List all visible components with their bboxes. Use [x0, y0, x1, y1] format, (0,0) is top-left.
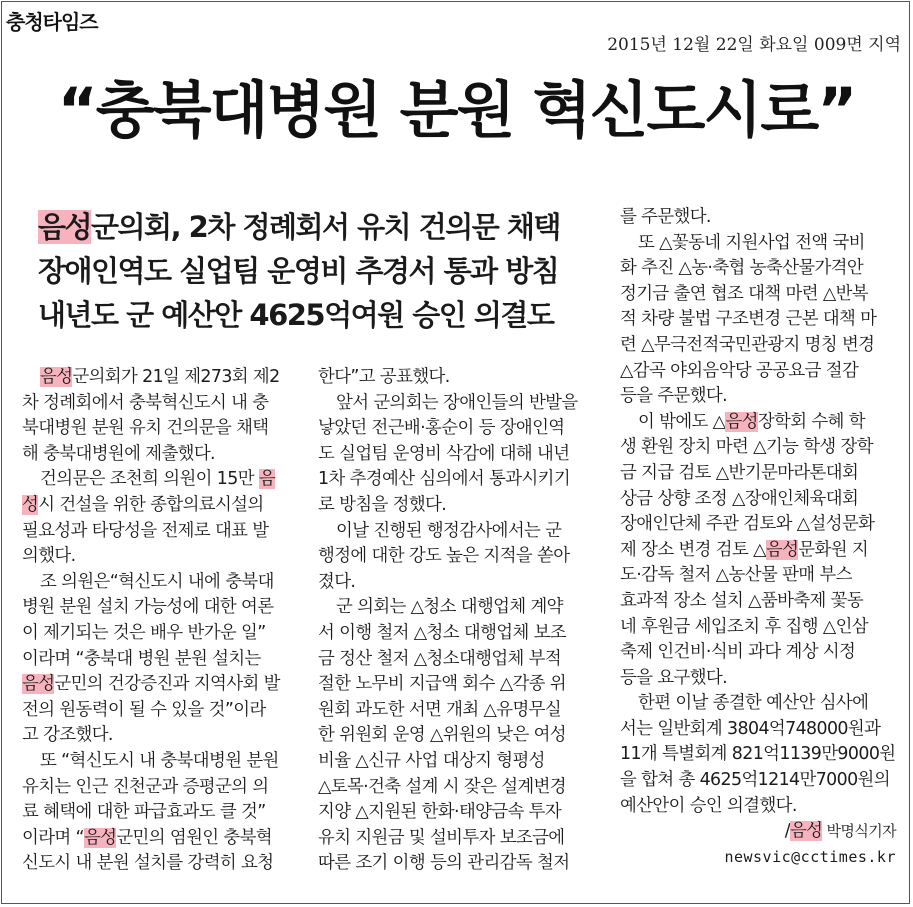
text-line: 효과적 장소 설치 △품바축제 꽃동 [620, 590, 864, 611]
subheadline-1: 음성군의회, 2차 정례회서 유치 건의문 채택 [38, 210, 560, 244]
text-line: 등을 요구했다. [620, 667, 728, 688]
text-line: 을 합쳐 총 4625억1214만7000원의 [620, 770, 890, 791]
text-line: 등을 주문했다. [620, 386, 728, 407]
text-line: 따른 조기 이행 등의 관리감독 철저 [318, 853, 570, 874]
text-line: 조 의원은“혁신도시 내에 충북대 [40, 571, 274, 592]
text-line: 서는 일반회계 3804억748000원과 [620, 718, 881, 739]
text-line: 차 정례회에서 충북혁신도시 내 충 [22, 392, 269, 413]
text-line: 또 “혁신도시 내 충북대병원 분원 [40, 750, 279, 771]
text-line: 앞서 군의회는 장애인들의 반발을 [336, 392, 578, 413]
text-line: 예산안이 승인 의결했다. [620, 795, 797, 816]
text-line: 적 차량 불법 구조변경 근본 대책 마 [620, 309, 877, 330]
dateline: 2015년 12월 22일 화요일 009면 지역 [607, 35, 901, 55]
text-line: 제 장소 변경 검토 △음성문화원 지 [620, 539, 869, 560]
text-line: 음성군의회가 21일 제273회 제2 [40, 367, 280, 387]
text-line: 병원 분원 설치 가능성에 대한 여론 [22, 597, 274, 618]
newspaper-logo: 충청타임즈 [6, 10, 98, 34]
text-line: 도·감독 철저 △농산물 판매 부스 [620, 565, 852, 586]
subheadline-3: 내년도 군 예산안 4625억여원 승인 의결도 [38, 298, 554, 332]
text-line: 이 밖에도 △음성장학회 수혜 학 [638, 411, 865, 432]
text-line: 낳았던 전근배·홍순이 등 장애인역 [318, 418, 565, 439]
highlight: 성 [22, 494, 39, 515]
article-column-3 [620, 205, 896, 870]
byline: /음성 박명식기자 [784, 821, 896, 842]
text-line: 고 강조했다. [22, 725, 113, 746]
text-line: 원회 과도한 서면 개최 △유명무실 [318, 699, 562, 720]
text-line: 서 이행 철저 △청소 대행업체 보조 [318, 622, 567, 643]
text-line: 련 △무극전적국민관광지 명칭 변경 [620, 334, 875, 355]
text-line: 절한 노무비 지급액 회수 △각종 위 [318, 674, 567, 695]
text-line: 한 위원회 운영 △위원의 낮은 여성 [318, 725, 567, 746]
text-line: 유치 지원금 및 설비투자 보조금에 [318, 827, 565, 848]
byline-region: 음성 [789, 821, 823, 842]
text-line: 네 후원금 세입조치 후 집행 △인삼 [620, 616, 869, 637]
text-line: 도 실업팀 운영비 삭감에 대해 내년 [318, 443, 570, 464]
article-column-1 [22, 365, 302, 877]
text-line: 이 제기되는 것은 배우 반가운 일” [22, 622, 266, 643]
text-line: 전의 원동력이 될 수 있을 것”이라 [22, 699, 266, 720]
highlight: 음성 [725, 411, 758, 432]
text-line: 군 의회는 △청소 대행업체 계약 [336, 597, 563, 618]
text-line: 화 추진 △농·축협 농축산물가격안 [620, 258, 864, 279]
text-line: 필요성과 타당성을 전제로 대표 발 [22, 520, 269, 541]
text-line: 해 충북대병원에 제출했다. [22, 443, 215, 464]
text-line: 한편 이날 종결한 예산안 심사에 [638, 693, 869, 714]
reporter-name: 박명식기자 [822, 822, 896, 841]
highlight: 음 [258, 469, 276, 490]
text-line: 유치는 인근 진천군과 증평군의 의 [22, 776, 269, 797]
text-line: 북대병원 분원 유치 건의문을 채택 [22, 418, 269, 439]
text-line: 건의문은 조천희 의원이 15만 음 [40, 469, 276, 490]
text-line: 를 주문했다. [620, 207, 711, 227]
text-line: 졌다. [318, 571, 356, 592]
text-line: 이라며 “음성군민의 염원인 충북혁 [22, 827, 272, 848]
text-line: 이날 진행된 행정감사에서는 군 [336, 520, 562, 541]
headline: “충북대병원 분원 혁신도시로” [57, 75, 856, 146]
article-column-2 [318, 365, 598, 877]
text-line: 한다”고 공표했다. [318, 367, 450, 387]
text-line: 장애인단체 주관 검토와 △설성문화 [620, 514, 875, 535]
text-line: 정기금 출연 협조 대책 마련 △반복 [620, 283, 869, 304]
subheadlines [38, 205, 608, 337]
highlight: 음성 [765, 539, 799, 560]
reporter-email: newsvic@cctimes.kr [724, 847, 896, 866]
text-line: 신도시 내 분원 설치를 강력히 요청 [22, 853, 274, 874]
text-line: 음성군민의 건강증진과 지역사회 발 [22, 674, 280, 695]
text-line: 축제 인건비·식비 과다 계상 시정 [620, 642, 856, 663]
highlight: 음성 [83, 827, 117, 848]
text-line: 1차 추경예산 심의에서 통과시키기 [318, 469, 571, 490]
text-line: 의했다. [22, 546, 76, 567]
text-line: 11개 특별회계 821억1139만9000원 [620, 744, 896, 765]
text-line: 이라며 “충북대 병원 분원 설치는 [22, 648, 261, 669]
text-line: △토목·건축 설계 시 잦은 설계변경 [318, 776, 567, 797]
text-line: 금 지급 검토 △반기문마라톤대회 [620, 462, 859, 483]
highlight: 음성 [40, 367, 73, 387]
text-line: 생 환원 장치 마련 △기능 학생 장학 [620, 437, 873, 458]
text-line: 료 혜택에 대한 파급효과도 클 것” [22, 802, 266, 823]
text-line: 로 방침을 정했다. [318, 494, 447, 515]
text-line: △감곡 야외음악당 공공요금 절감 [620, 360, 859, 381]
text-line: 상금 상향 조정 △장애인체육대회 [620, 488, 859, 509]
text-line: 금 정산 철저 △청소대행업체 부적 [318, 648, 562, 669]
text-line: 행정에 대한 강도 높은 지적을 쏟아 [318, 546, 570, 567]
text-line: 비율 △신규 사업 대상지 형평성 [318, 750, 545, 771]
text-line: 지양 △지원된 한화·태양금속 투자 [318, 802, 562, 823]
subheadline-2: 장애인역도 실업팀 운영비 추경서 통과 방침 [38, 254, 559, 288]
highlight: 음성 [22, 674, 55, 695]
highlight: 음성 [38, 210, 92, 244]
text-line: 성시 건설을 위한 종합의료시설의 [22, 494, 264, 515]
text-line: 또 △꽃동네 지원사업 전액 국비 [638, 232, 865, 253]
